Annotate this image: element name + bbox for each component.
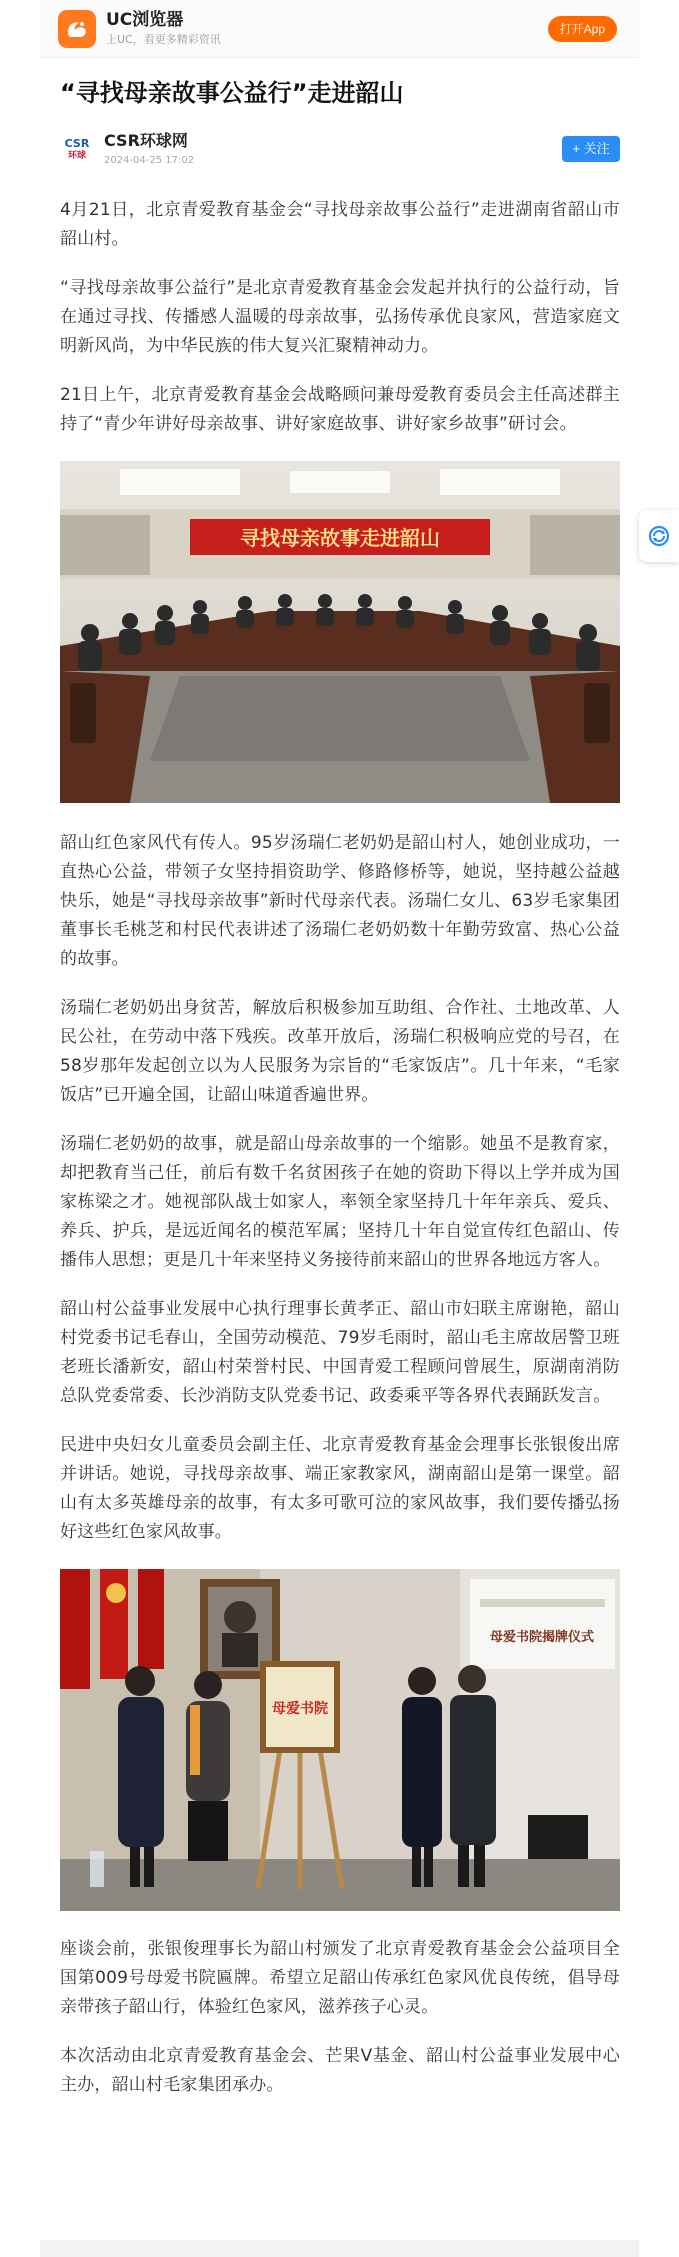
app-download-banner[interactable] [40,0,639,58]
banner-text: 寻找母亲故事走进韶山 [240,526,440,550]
article-body [60,58,620,2100]
source-avatar[interactable] [60,133,94,167]
plaque-text: 母爱书院 [272,1701,328,1717]
source-row [60,128,620,172]
plaque-ceremony-photo[interactable] [60,1569,620,1911]
open-app-button[interactable]: 打开App [548,16,617,42]
app-tagline: 上UC，看更多精彩资讯 [106,33,221,46]
publish-time: 2024-04-25 17:02 [104,155,195,166]
refresh-share-icon [648,525,670,547]
avatar-text-bottom: 环球 [67,151,86,161]
meeting-photo[interactable] [60,461,620,803]
paragraph: 汤瑞仁老奶奶的故事，就是韶山母亲故事的一个缩影。她虽不是教育家，却把教育当己任，前后有数千名贫困孩子在她的资助下得以上学并成为国家栋梁之才。她视部队战士如家人，率领全家坚持几十年年亲兵、爱兵、养兵、护兵，是远近闻名的模范军属；坚持几十年自觉宣传红色韶山、传播伟人思想；更是几十年来坚持义务接待前来韶山的世界各地远方客人。 [60,1134,620,1270]
source-name[interactable]: CSR环球网 [104,131,188,150]
paragraph: “寻找母亲故事公益行”是北京青爱教育基金会发起并执行的公益行动，旨在通过寻找、传播感人温暖的母亲故事，弘扬传承优良家风，营造家庭文明新风尚，为中华民族的伟大复兴汇聚精神动力。 [60,278,620,356]
paragraph: 4月21日，北京青爱教育基金会“寻找母亲故事公益行”走进湖南省韶山市韶山村。 [60,200,620,249]
paragraph: 韶山红色家风代有传人。95岁汤瑞仁老奶奶是韶山村人，她创业成功，一直热心公益，带领子女坚持捐资助学、修路修桥等，她说，坚持越公益越快乐，她是“寻找母亲故事”新时代母亲代表。汤瑞仁女儿、63岁毛家集团董事长毛桃芝和村民代表讲述了汤瑞仁老奶奶数十年勤劳致富、热心公益的故事。 [60,833,620,969]
paragraph: 本次活动由北京青爱教育基金会、芒果V基金、韶山村公益事业发展中心主办，韶山村毛家集团承办。 [60,2046,620,2095]
screen-text: 母爱书院揭牌仪式 [489,1630,595,1645]
paragraph: 韶山村公益事业发展中心执行理事长黄孝正、韶山市妇联主席谢艳，韶山村党委书记毛春山，全国劳动模范、79岁毛雨时，韶山毛主席故居警卫班老班长潘新安，韶山村荣誉村民、中国青爱工程顾问曾展生，原湖南消防总队党委常委、长沙消防支队党委书记、政委乘平等各界代表踊跃发言。 [60,1299,620,1406]
follow-button[interactable]: + 关注 [562,136,620,162]
article-title: “寻找母亲故事公益行”走进韶山 [60,79,404,107]
paragraph: 汤瑞仁老奶奶出身贫苦，解放后积极参加互助组、合作社、土地改革、人民公社，在劳动中落下残疾。改革开放后，汤瑞仁积极响应党的号召，在58岁那年发起创立以为人民服务为宗旨的“毛家饭店”。几十年来，“毛家饭店”已开遍全国，让韶山味道香遍世界。 [60,998,620,1105]
uc-browser-logo-icon [58,10,96,48]
plaque-photo-illustration [60,1569,620,1911]
paragraph: 座谈会前，张银俊理事长为韶山村颁发了北京青爱教育基金会公益项目全国第009号母爱书院匾牌。希望立足韶山传承红色家风优良传统，倡导母亲带孩子韶山行，体验红色家风，滋养孩子心灵。 [60,1939,620,2017]
paragraph: 21日上午，北京青爱教育基金会战略顾问兼母爱教育委员会主任高述群主持了“青少年讲好母亲故事、讲好家庭故事、讲好家乡故事”研讨会。 [60,385,620,434]
meeting-photo-illustration [60,461,620,803]
app-name: UC浏览器 [106,10,184,30]
floating-share-button[interactable] [639,510,679,562]
avatar-text-top: CSR [64,137,90,150]
paragraph: 民进中央妇女儿童委员会副主任、北京青爱教育基金会理事长张银俊出席并讲话。她说，寻找母亲故事、端正家教家风，湖南韶山是第一课堂。韶山有太多英雄母亲的故事，有太多可歌可泣的家风故事，我们要传播弘扬好这些红色家风故事。 [60,1435,620,1542]
bottom-bar [40,2240,639,2257]
